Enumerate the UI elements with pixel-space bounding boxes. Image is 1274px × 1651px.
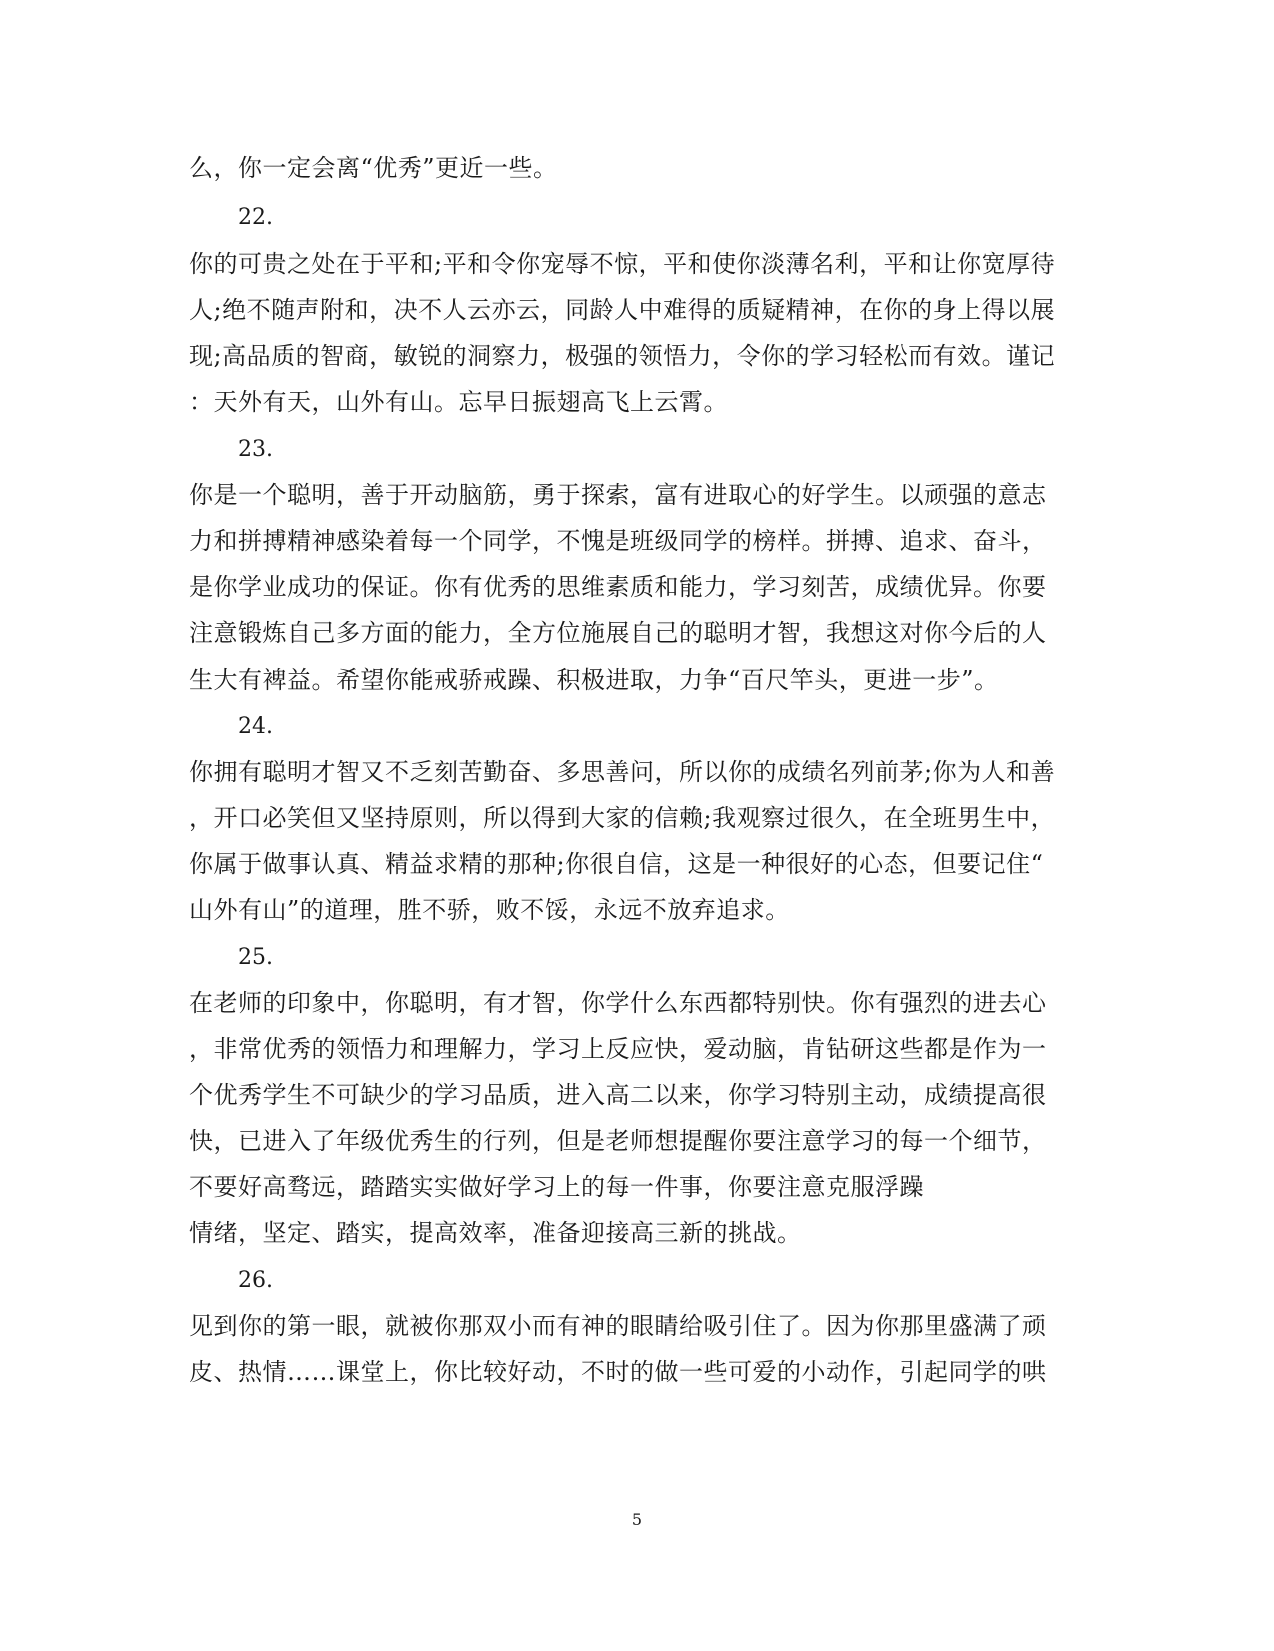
text-line: ，非常优秀的领悟力和理解力，学习上反应快，爱动脑，肯钻研这些都是作为一 <box>189 1035 1047 1063</box>
item-number: 22. <box>238 205 273 230</box>
text-line: 见到你的第一眼，就被你那双小而有神的眼睛给吸引住了。因为你那里盛满了顽 <box>189 1312 1047 1340</box>
text-line: 么，你一定会离“优秀”更近一些。 <box>189 154 558 182</box>
text-line: 在老师的印象中，你聪明，有才智，你学什么东西都特别快。你有强烈的进去心 <box>189 989 1047 1017</box>
text-line: 注意锻炼自己多方面的能力，全方位施展自己的聪明才智，我想这对你今后的人 <box>189 619 1047 647</box>
text-line: 是你学业成功的保证。你有优秀的思维素质和能力，学习刻苦，成绩优异。你要 <box>189 573 1047 601</box>
text-line: 生大有裨益。希望你能戒骄戒躁、积极进取，力争“百尺竿头，更进一步”。 <box>189 666 999 694</box>
text-line: 不要好高骛远，踏踏实实做好学习上的每一件事，你要注意克服浮躁 <box>189 1173 924 1201</box>
text-line: ：天外有天，山外有山。忘早日振翅高飞上云霄。 <box>189 388 728 416</box>
text-line: 快，已进入了年级优秀生的行列，但是老师想提醒你要注意学习的每一个细节， <box>189 1127 1047 1155</box>
page-number: 5 <box>631 1510 643 1529</box>
item-number: 23. <box>238 437 273 462</box>
text-line: 个优秀学生不可缺少的学习品质，进入高二以来，你学习特别主动，成绩提高很 <box>189 1081 1047 1109</box>
text-line: 力和拼搏精神感染着每一个同学，不愧是班级同学的榜样。拼搏、追求、奋斗， <box>189 527 1047 555</box>
text-line: 你属于做事认真、精益求精的那种;你很自信，这是一种很好的心态，但要记住“ <box>189 850 1044 878</box>
item-number: 25. <box>238 945 273 970</box>
text-line: ，开口必笑但又坚持原则，所以得到大家的信赖;我观察过很久，在全班男生中， <box>189 804 1056 832</box>
text-line: 现;高品质的智商，敏锐的洞察力，极强的领悟力，令你的学习轻松而有效。谨记 <box>189 342 1056 370</box>
text-line: 你拥有聪明才智又不乏刻苦勤奋、多思善问，所以你的成绩名列前茅;你为人和善 <box>189 758 1056 786</box>
text-line: 山外有山”的道理，胜不骄，败不馁，永远不放弃追求。 <box>189 896 790 924</box>
text-line: 人;绝不随声附和，决不人云亦云，同龄人中难得的质疑精神，在你的身上得以展 <box>189 296 1056 324</box>
text-line: 你的可贵之处在于平和;平和令你宠辱不惊，平和使你淡薄名利，平和让你宽厚待 <box>189 250 1056 278</box>
item-number: 26. <box>238 1268 273 1293</box>
text-line: 你是一个聪明，善于开动脑筋，勇于探索，富有进取心的好学生。以顽强的意志 <box>189 481 1047 509</box>
text-line: 情绪，坚定、踏实，提高效率，准备迎接高三新的挑战。 <box>189 1219 802 1247</box>
text-line: 皮、热情……课堂上，你比较好动，不时的做一些可爱的小动作，引起同学的哄 <box>189 1358 1047 1386</box>
item-number: 24. <box>238 714 273 739</box>
